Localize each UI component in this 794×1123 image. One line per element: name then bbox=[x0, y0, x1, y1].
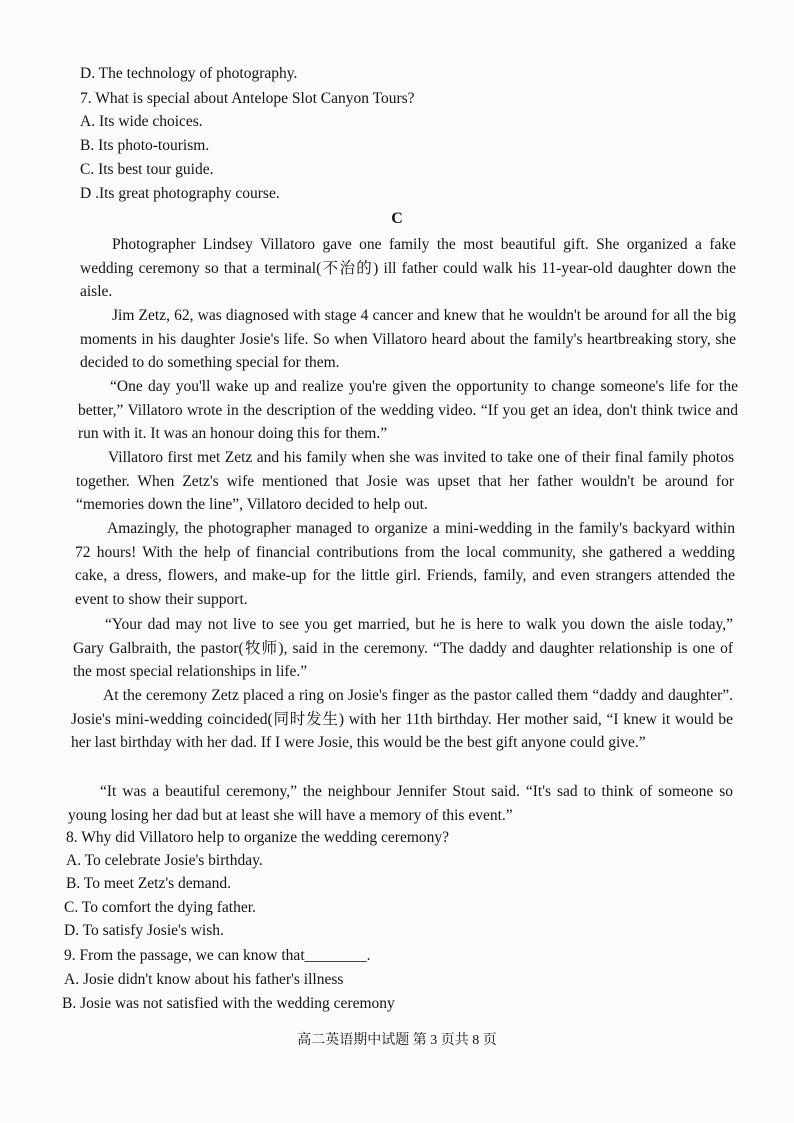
passage-paragraph-4: Villatoro first met Zetz and his family when she was invited to take one of their final family photos together. When Zetz's wife mentioned that Josie was upset that her father wouldn't be around for “memories down the line”, Villatoro decided to help out. bbox=[76, 449, 734, 513]
passage-paragraph-6: “Your dad may not live to see you get married, but he is here to walk you down the aisle today,” Gary Galbraith, the pastor(牧师), said in the ceremony. “The daddy and daughter relationship is one of the most special relationships in life.” bbox=[73, 616, 733, 680]
q8-stem: 8. Why did Villatoro help to organize the wedding ceremony? bbox=[66, 829, 450, 846]
q8-option-d: D. To satisfy Josie's wish. bbox=[64, 922, 224, 939]
passage-paragraph-5: Amazingly, the photographer managed to organize a mini-wedding in the family's backyard within 72 hours! With the help of financial contributions from the local community, she gathered a wedding cake, a dress, flowers, and make-up for the little girl. Friends, family, and even strangers attended the event to show their support. bbox=[75, 520, 735, 608]
q7-option-c: C. Its best tour guide. bbox=[80, 161, 214, 178]
passage-paragraph-8: “It was a beautiful ceremony,” the neighbour Jennifer Stout said. “It's sad to think of someone so young losing her dad but at least she will have a memory of this event.” bbox=[68, 783, 733, 824]
q9-option-b: B. Josie was not satisfied with the wedding ceremony bbox=[62, 995, 395, 1012]
passage-paragraph-2: Jim Zetz, 62, was diagnosed with stage 4 cancer and knew that he wouldn't be around for all the big moments in his daughter Josie's life. So when Villatoro heard about the family's heartbreaking story, she decided to do something special for them. bbox=[80, 307, 736, 371]
q9-stem: 9. From the passage, we can know that________. bbox=[64, 947, 371, 964]
q8-option-c: C. To comfort the dying father. bbox=[64, 899, 256, 916]
q7-stem: 7. What is special about Antelope Slot Canyon Tours? bbox=[80, 90, 415, 107]
q8-option-a: A. To celebrate Josie's birthday. bbox=[66, 852, 263, 869]
q7-option-b: B. Its photo-tourism. bbox=[80, 137, 210, 154]
q7-option-d: D .Its great photography course. bbox=[80, 185, 280, 202]
q9-option-a: A. Josie didn't know about his father's illness bbox=[64, 971, 344, 988]
passage-paragraph-7: At the ceremony Zetz placed a ring on Josie's finger as the pastor called them “daddy and daughter”. Josie's mini-wedding coincided(同时发生) with her 11th birthday. Her mother said, “I knew it would be her last birthday with her dad. If I were Josie, this would be the best gift anyone could give.” bbox=[71, 687, 733, 751]
passage-paragraph-3: “One day you'll wake up and realize you're given the opportunity to change someone's life for the better,” Villatoro wrote in the description of the wedding video. “If you get an idea, don't think twice and run with it. It was an honour doing this for them.” bbox=[78, 378, 738, 442]
q7-option-a: A. Its wide choices. bbox=[80, 113, 203, 130]
page-footer: 高二英语期中试题 第 3 页共 8 页 bbox=[297, 1033, 497, 1048]
passage-paragraph-1: Photographer Lindsey Villatoro gave one family the most beautiful gift. She organized a fake wedding ceremony so that a terminal(不治的) ill father could walk his 11-year-old daughter down the aisle. bbox=[80, 236, 736, 300]
q8-option-b: B. To meet Zetz's demand. bbox=[66, 875, 231, 892]
section-heading: C bbox=[391, 210, 403, 227]
q6-option-d: D. The technology of photography. bbox=[80, 65, 298, 82]
